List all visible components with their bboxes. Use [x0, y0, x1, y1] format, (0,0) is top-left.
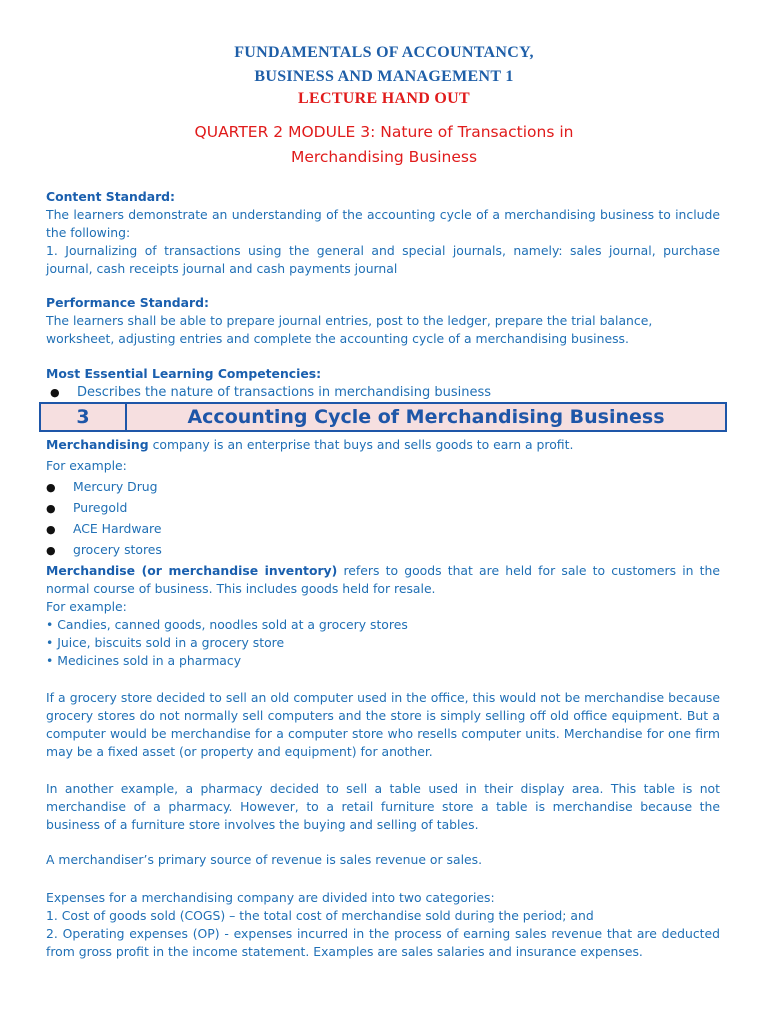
- merchandising-definition: [46, 436, 720, 454]
- merchandise-examples: [46, 598, 720, 670]
- expense-item-operating: 2. Operating expenses (OP) - expenses incurred in the process of earning sales revenue that are deducted from gross profit in the income statement. Examples are sales salaries and insurance expenses.: [46, 926, 720, 959]
- section-number: 3: [41, 404, 127, 430]
- content-standard-label: Content Standard:: [46, 189, 176, 204]
- section-banner: [39, 402, 727, 432]
- list-item: ● ACE Hardware: [46, 520, 162, 539]
- expense-item-cogs: 1. Cost of goods sold (COGS) – the total cost of merchandise sold during the period; and: [46, 908, 594, 923]
- list-item: • Juice, biscuits sold in a grocery store: [46, 635, 285, 650]
- merchandising-for-example: For example:: [46, 458, 127, 473]
- merchandising-definition-text: company is an enterprise that buys and sells goods to earn a profit.: [148, 437, 574, 452]
- list-item: ● Puregold: [46, 499, 127, 518]
- list-item: ● grocery stores: [46, 541, 162, 560]
- competencies-label: Most Essential Learning Competencies:: [46, 366, 322, 381]
- bullet-icon: ●: [46, 502, 56, 515]
- handout-title: LECTURE HAND OUT: [298, 90, 470, 107]
- content-standard: [46, 188, 720, 278]
- paragraph-table: In another example, a pharmacy decided to sell a table used in their display area. This table is not merchandise of a pharmacy. However, to a retail furniture store a table is merchandise because the business of a furniture store involves the buying and selling of tables.: [46, 781, 720, 832]
- list-item: • Medicines sold in a pharmacy: [46, 653, 242, 668]
- list-item: ● Mercury Drug: [46, 478, 158, 497]
- content-standard-text: The learners demonstrate an understanding of the accounting cycle of a merchandising business to include the following:: [46, 207, 720, 240]
- bullet-icon: ●: [50, 386, 60, 399]
- bullet-icon: ●: [46, 544, 56, 557]
- bullet-icon: ●: [46, 481, 56, 494]
- course-title-line1: FUNDAMENTALS OF ACCOUNTANCY,: [234, 44, 534, 61]
- merchandise-term: Merchandise (or merchandise inventory): [46, 563, 338, 578]
- module-title-line2: Merchandising Business: [290, 148, 478, 166]
- performance-standard-text: The learners shall be able to prepare journal entries, post to the ledger, prepare the trial balance, worksheet, adjusting entries and complete the accounting cycle of a merchandising business.: [46, 313, 653, 346]
- competency-item: ● Describes the nature of transactions in merchandising business: [50, 385, 492, 400]
- list-item: • Candies, canned goods, noodles sold at a grocery stores: [46, 617, 408, 632]
- merchandise-definition-text: refers to goods that are held for sale to customers in the normal course of business. This includes goods held for resale.: [46, 563, 720, 596]
- paragraph-expenses-intro: Expenses for a merchandising company are divided into two categories:: [46, 890, 495, 905]
- section-title: Accounting Cycle of Merchandising Business: [187, 406, 665, 428]
- competencies: [46, 365, 720, 383]
- performance-standard: [46, 294, 720, 348]
- module-title-line1: QUARTER 2 MODULE 3: Nature of Transactions in: [194, 123, 574, 141]
- merchandise-definition: [46, 562, 720, 598]
- paragraph-revenue: A merchandiser’s primary source of revenue is sales revenue or sales.: [46, 852, 483, 867]
- performance-standard-label: Performance Standard:: [46, 295, 209, 310]
- content-standard-item: 1. Journalizing of transactions using the general and special journals, namely: sales journal, purchase journal, cash receipts journal and cash payments journal: [46, 243, 720, 276]
- bullet-icon: ●: [46, 523, 56, 536]
- merchandise-for-example: For example:: [46, 599, 127, 614]
- merchandising-term: Merchandising: [46, 437, 149, 452]
- paragraph-computer: If a grocery store decided to sell an old computer used in the office, this would not be merchandise because grocery stores do not normally sell computers and the store is simply selling off old office equipment. But a computer would be merchandise for a computer store who resells computer units. Merchandise for one firm may be a fixed asset (or property and equipment) for another.: [46, 690, 720, 759]
- course-title-line2: BUSINESS AND MANAGEMENT 1: [254, 68, 514, 85]
